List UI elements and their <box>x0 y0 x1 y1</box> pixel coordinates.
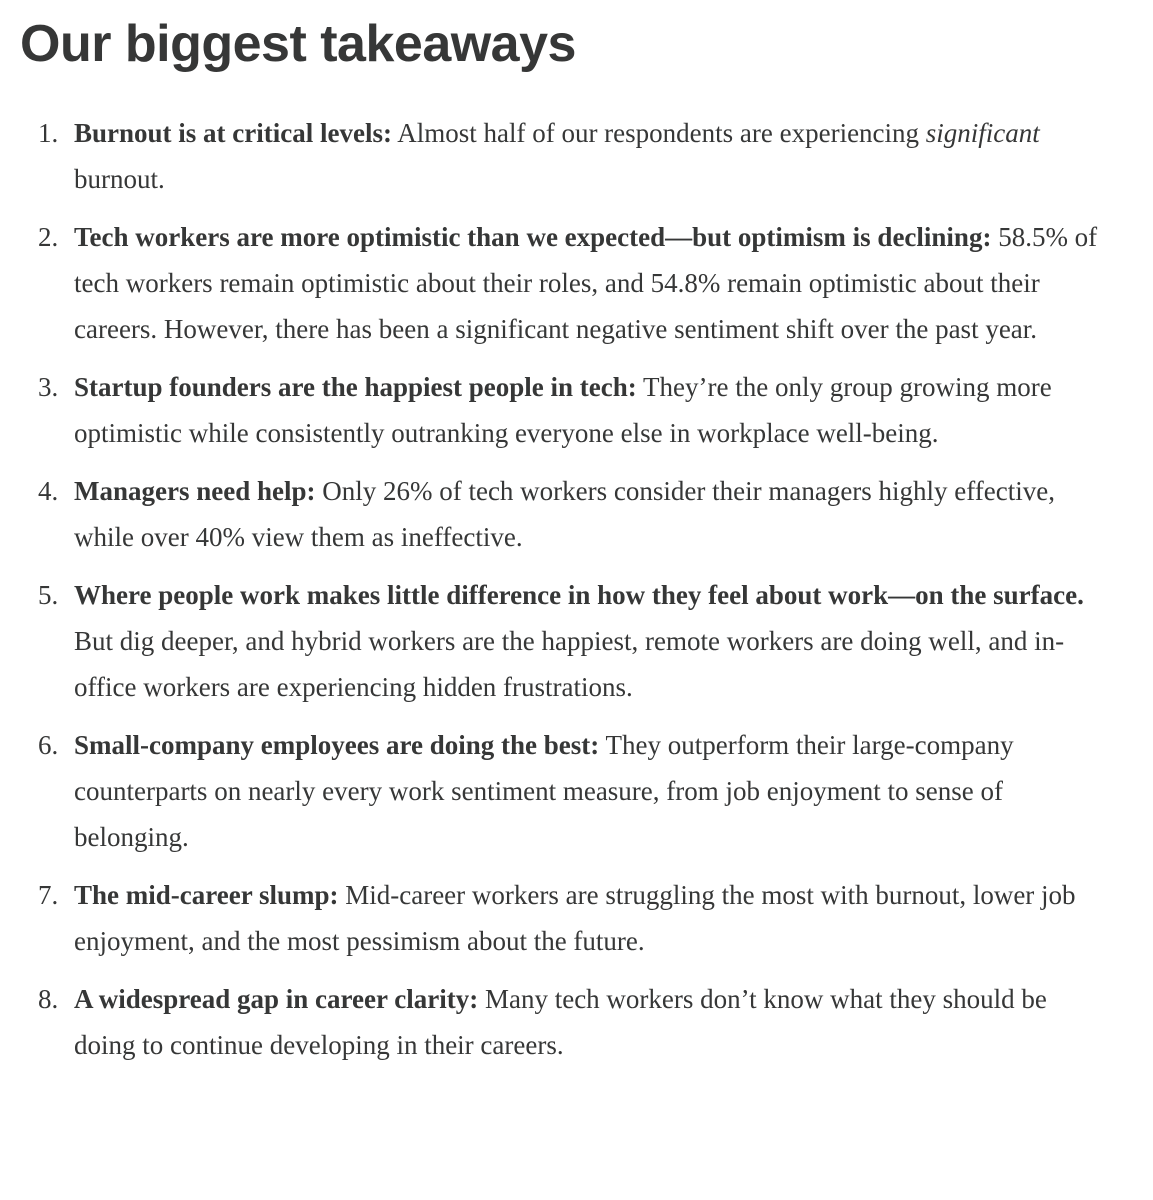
list-item <box>0 468 1153 560</box>
list-item <box>0 110 1153 202</box>
list-item <box>0 572 1153 710</box>
item-text: burnout. <box>74 164 165 194</box>
item-text: Almost half of our respondents are experiencing <box>391 118 926 148</box>
item-lead: Where people work makes little difference in how they feel about work—on the surface. <box>74 580 1084 610</box>
item-text: They’re the only group growing more optimistic while consistently outranking everyone else in workplace well-being. <box>74 372 1052 448</box>
item-lead: Tech workers are more optimistic than we expected—but optimism is declining: <box>74 222 992 252</box>
item-lead: The mid-career slump: <box>74 880 339 910</box>
item-number: 6. <box>38 730 59 760</box>
item-emphasis: significant <box>925 118 1040 148</box>
item-text: They outperform their large-company counterparts on nearly every work sentiment measure, from job enjoyment to sense of belonging. <box>74 730 1014 852</box>
list-item <box>0 364 1153 456</box>
item-lead: Small-company employees are doing the best: <box>74 730 600 760</box>
list-item <box>0 214 1153 352</box>
item-number: 4. <box>38 476 59 506</box>
item-text: But dig deeper, and hybrid workers are the happiest, remote workers are doing well, and in-office workers are experiencing hidden frustrations. <box>74 626 1065 702</box>
list-item <box>0 976 1153 1068</box>
item-text: Mid-career workers are struggling the most with burnout, lower job enjoyment, and the most pessimism about the future. <box>74 880 1076 956</box>
item-lead: A widespread gap in career clarity: <box>74 984 479 1014</box>
item-lead: Startup founders are the happiest people in tech: <box>74 372 637 402</box>
item-lead: Managers need help: <box>74 476 316 506</box>
takeaways-list <box>0 110 1153 1080</box>
item-number: 1. <box>38 118 59 148</box>
item-lead: Burnout is at critical levels: <box>74 118 392 148</box>
item-number: 8. <box>38 984 59 1014</box>
item-text: Only 26% of tech workers consider their managers highly effective, while over 40% view them as ineffective. <box>74 476 1055 552</box>
item-number: 5. <box>38 580 59 610</box>
section-heading: Our biggest takeaways <box>20 15 576 73</box>
item-number: 3. <box>38 372 59 402</box>
item-text: 58.5% of tech workers remain optimistic about their roles, and 54.8% remain optimistic about their careers. However, there has been a significant negative sentiment shift over the past year. <box>74 222 1098 344</box>
item-number: 7. <box>38 880 59 910</box>
list-item <box>0 872 1153 964</box>
list-item <box>0 722 1153 860</box>
item-number: 2. <box>38 222 59 252</box>
item-text: Many tech workers don’t know what they should be doing to continue developing in their careers. <box>74 984 1047 1060</box>
